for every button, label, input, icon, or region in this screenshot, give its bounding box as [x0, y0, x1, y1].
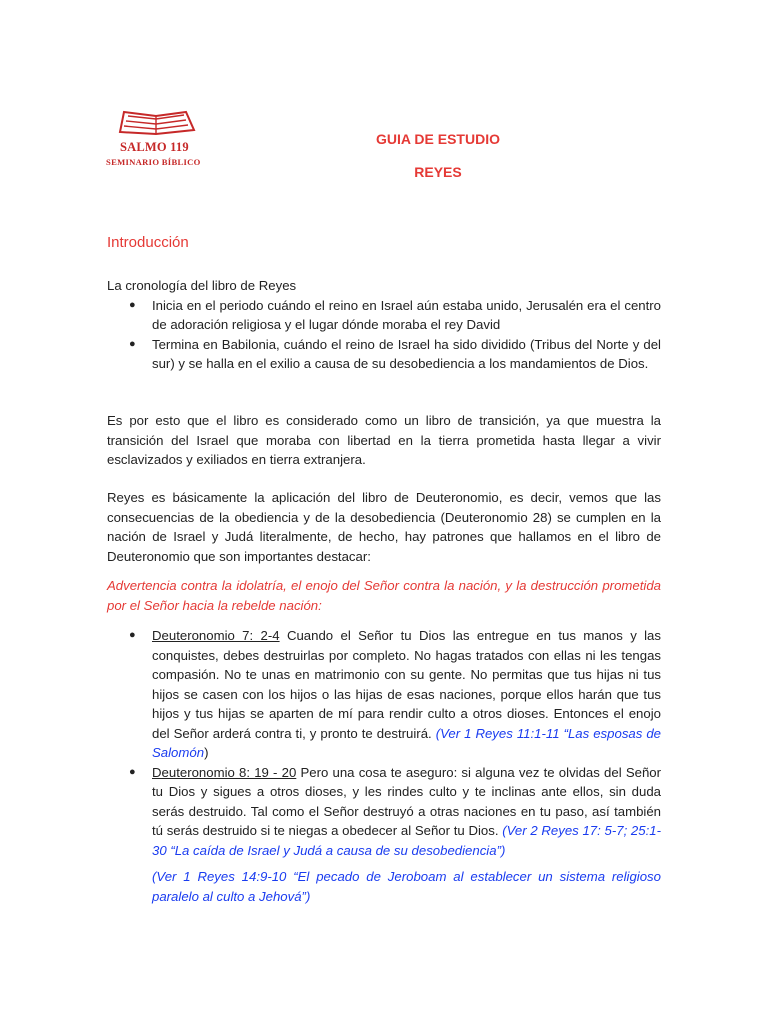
bullet-icon: ●	[129, 765, 136, 778]
extra-cross-reference: (Ver 1 Reyes 14:9-10 “El pecado de Jeroboam al establecer un sistema religioso paralelo al culto a Jehová”)	[152, 869, 661, 904]
chronology-block	[107, 276, 661, 374]
chronology-lead: La cronología del libro de Reyes	[107, 278, 297, 293]
scripture-reference: Deuteronomio 8: 19 - 20	[152, 764, 297, 780]
scripture-reference: Deuteronomio 7: 2-4	[152, 628, 280, 643]
bullet-icon: ●	[129, 629, 136, 641]
logo-title: SALMO 119	[120, 140, 189, 154]
references-list	[107, 626, 661, 860]
cross-reference: (Ver 1 Reyes 11:1-11 “Las esposas de Salomón	[152, 725, 661, 760]
list-item: ● Termina en Babilonia, cuándo el reino de Israel ha sido dividido (Tribus del Norte y del sur) y se halla en el exilio a causa de su desobediencia a los mandamientos de Dios.	[129, 336, 661, 371]
bullet-icon: ●	[129, 337, 136, 350]
references-block	[107, 626, 661, 860]
section-heading: Introducción	[107, 234, 189, 251]
scripture-text: Cuando el Señor tu Dios las entregue en tus manos y las conquistes, debes destruirlas por completo. No hagas tratados con ellas ni les tengas compasión. No te unas en matrimonio con su gente. No permitas que tus hijas ni tus hijos se casen con los hijos o las hijas de esas naciones, porque ellos harán que tus hijos y tus hijas se aparten de mí para rendir culto a otros dioses. Entonces el enojo del Señor arderá contra ti, y pronto te destruirá.	[152, 628, 661, 741]
list-item	[107, 626, 661, 763]
list-item	[107, 763, 661, 861]
scripture-text: Pero una cosa te aseguro: si alguna vez te olvidas del Señor tu Dios y sigues a otros dioses, y les rindes culto y te inclinas ante ellos, sin duda serás destruido. Tal como el Señor destruyó a otras naciones en tu paso, así también tú serás destruido si te niegas a obedecer al Señor tu Dios.	[152, 764, 662, 838]
paragraph-deuteronomy: Reyes es básicamente la aplicación del libro de Deuteronomio, es decir, vemos que las consecuencias de la obediencia y de la desobediencia (Deuteronomio 28) se cumplen en la nación de Israel y Judá literalmente, de hecho, hay patrones que hallamos en el libro de Deuteronomio que son importantes destacar:	[107, 490, 661, 564]
cross-reference-close: )	[204, 745, 209, 760]
cross-reference: (Ver 2 Reyes 17: 5-7; 25:1-30 “La caída de Israel y Judá a causa de su desobediencia”)	[152, 823, 661, 858]
document-title: GUIA DE ESTUDIO	[376, 131, 500, 147]
warning-heading: Advertencia contra la idolatría, el enojo del Señor contra la nación, y la destrucción prometida por el Señor hacia la rebelde nación:	[107, 578, 661, 613]
list-item: ● Inicia en el periodo cuándo el reino en Israel aún estaba unido, Jerusalén era el centro de adoración religiosa y el lugar dónde moraba el rey David	[129, 297, 661, 332]
chronology-list	[107, 296, 661, 374]
paragraph-transition: Es por esto que el libro es considerado como un libro de transición, ya que muestra la transición del Israel que moraba con libertad en la tierra prometida hasta llegar a vivir esclavizados y exiliados en tierra extranjera.	[107, 413, 661, 467]
logo-subtitle: SEMINARIO BÍBLICO	[106, 157, 201, 167]
bullet-icon: ●	[129, 298, 136, 311]
document-subtitle: REYES	[414, 164, 462, 180]
